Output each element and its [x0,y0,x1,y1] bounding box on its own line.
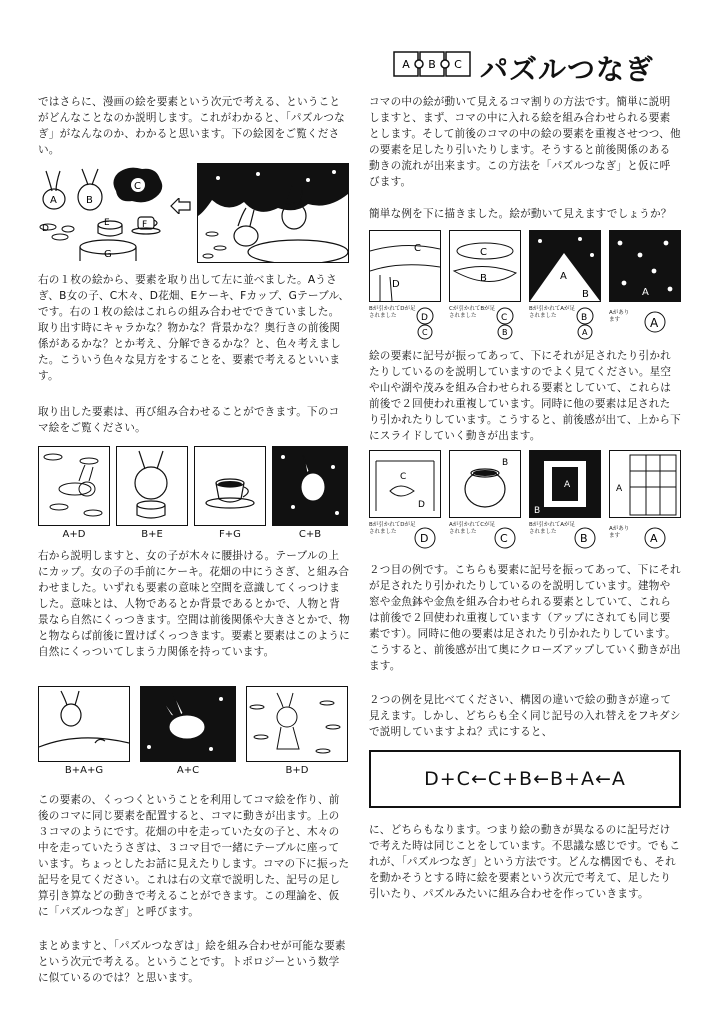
ex1-letter: D [421,313,428,323]
svg-text:D: D [392,279,400,290]
story-caption-1: B+A+G [64,765,104,776]
ex2-panel-1 [369,450,441,518]
logo-letter-b: B [428,58,436,71]
story-caption-3: B+D [285,765,309,776]
left-paragraph-6: まとめますと、「パズルつなぎは」絵を組み合わせが可能な要素という次元で考える。ということです。トポロジーという数学に似ているのでは？と思います。 [38,940,346,984]
story-caption-2: A+C [176,765,200,776]
svg-text:C: C [400,472,407,482]
puzzle-logo-icon [392,46,472,82]
right-paragraph-4: ２つ目の例です。こちらも要素に記号を振ってあって、下にそれが足されたり引かれたりしているのを説明しています。建物や窓や金魚鉢や金魚を組み合わせられる要素としていて、これらは前後で２回使われ重複しています（アップにされても同じ要素です）。同時に他の要素は足されたり引かれたりしています。こうすると、前後感が出て奥にクローズアップしていく動きが出ます。 [369,564,681,672]
ex2-panel-3 [529,450,601,518]
svg-text:A: A [616,484,623,494]
ex1-note-1: Bが引かれてDが足されました [369,306,416,319]
ex1-panel-3 [529,230,601,302]
ex2-note-4: Aがあります [609,526,630,539]
element-label-f: F [142,220,148,230]
example-1-strip [369,230,681,340]
element-label-d: D [42,224,49,234]
left-paragraph-2: 右の１枚の絵から、要素を取り出して左に並べました。Aうさぎ、B女の子、C木々、D花畑、Eケーキ、Fカップ、Gテーブル、です。右の１枚の絵はこれらの組み合わせでできていました。取り出す時にキャラかな？物かな？背景かな？奥行きの前後関係があるかな？とか考え、分解できるかな？と、色々考えました。こういう色々な見方をすることを、要素で考えるといいます。 [38,274,350,382]
ex1-note-4: Aがあります [609,310,630,323]
elements-figure [38,163,188,263]
ex2-letter: C [500,532,508,545]
story-panel-3 [246,686,348,762]
ex1-note-3: Bが引かれてAが足されました [529,306,576,319]
right-paragraph-3: 絵の要素に記号が振ってあって、下にそれが足されたり引かれたりしているのを説明していますのでよく見てください。星空や山や湖や茂みを組み合わせられる要素としていて、これらは前後で２回使われ重複しています。同時に他の要素は足されたり引かれたりしています。こうすると、前後感が出て、上から下にスライドしていく動きが出ます。 [369,350,681,442]
ex2-note-2: Aが引かれてCが足されました [449,522,496,535]
arrow-left-icon [170,198,192,214]
right-paragraph-5: ２つの例を見比べてください、構図の違いで絵の動きが違って見えます。しかし、どちらも全く同じ記号の入れ替えをフキダシで説明していますよね？式にすると、 [369,694,681,738]
left-paragraph-1: ではさらに、漫画の絵を要素という次元で考える、ということがどんなことなのか説明します。これがわかると、「パズルつなぎ」がなんなのか、わかると思います。下の絵図をご覧ください。 [38,96,345,156]
svg-text:B: B [480,273,487,284]
left-paragraph-3: 取り出した要素は、再び組み合わせることができます。下のコマ絵をご覧ください。 [38,406,340,434]
right-paragraph-2: 簡単な例を下に描きました。絵が動いて見えますでしょうか？ [369,208,672,220]
svg-text:B: B [582,289,589,300]
story-panel-1 [38,686,130,762]
ex1-letter: A [650,316,659,330]
ex1-letter: C [422,328,428,337]
formula-box: D+C←C+B←B+A←A [369,750,681,808]
ex2-letter: D [420,532,429,545]
svg-text:A: A [560,271,567,282]
right-paragraph-1: コマの中の絵が動いて見えるコマ割りの方法です。簡単に説明しますと、まず、コマの中に入れる絵を組み合わせられる要素とします。そして前後のコマの中の絵の要素を重複させつつ、他の要素を足したり引いたりします。そうすると前後関係のある動きの流れが出来ます。この方法を「パズルつなぎ」と仮に呼びます。 [369,96,681,188]
ex1-panel-2 [449,230,521,302]
source-panel [197,163,349,263]
ex2-letter: B [580,532,588,545]
element-label-c: C [134,181,141,192]
element-label-a: A [50,195,57,206]
story-panel-2 [140,686,236,762]
ex1-note-2: Cが引かれてBが足されました [449,306,496,319]
ex1-letter: C [501,313,508,323]
left-paragraph-5: この要素の、くっつくということを利用してコマ絵を作り、前後のコマに同じ要素を配置すると、コマに動きが出ます。上の３コマのようにです。花畑の中を走っていた女の子と、木々の中を走っていたうさぎは、３コマ目で一緒にテーブルに座っています。ちょっとしたお話に見えたりします。コマの下に振った記号を見てください。これは右の文章で説明した、記号の足し算引き算などの動きで考えることができます。この理論を、仮に「パズルつなぎ」と呼びます。 [38,794,350,918]
element-label-e: E [104,218,110,228]
svg-text:C: C [480,247,487,258]
ex1-panel-1 [369,230,441,302]
right-paragraph-6: に、どちらもなります。つまり絵の動きが異なるのに記号だけで考えた時は同じことをしています。不思議な感じです。でもこれが、「パズルつなぎ」という方法です。どんな構図でも、それを動かそうとする時に絵を要素という次元で考えて、足したり引いたり、パズルみたいに組み合わせを作っていきます。 [369,824,681,900]
svg-text:B: B [502,458,509,468]
page-title: パズルつなぎ [480,53,655,86]
element-label-g: G [104,249,112,260]
ex2-letter: A [650,532,658,545]
ex2-panel-2 [449,450,521,518]
svg-text:A: A [642,287,649,298]
ex1-letter: B [581,313,588,323]
logo-letter-c: C [454,58,462,71]
combo-caption-4: C+B [298,529,322,540]
example-2-strip [369,450,681,554]
element-label-b: B [86,195,93,206]
combo-panel-2 [116,446,188,526]
ex2-note-3: Bが引かれてAが足されました [529,522,576,535]
svg-text:C: C [414,243,421,254]
combo-caption-1: A+D [62,529,86,540]
combo-panel-3 [194,446,266,526]
logo-letter-a: A [402,58,410,71]
ex1-panel-4 [609,230,681,302]
svg-text:A: A [564,480,571,490]
combo-panel-4 [272,446,348,526]
combo-caption-3: F+G [219,529,241,540]
svg-text:D: D [418,500,425,510]
combo-panel-1 [38,446,110,526]
left-paragraph-4: 右から説明しますと、女の子が木々に腰掛ける。テーブルの上にカップ。女の子の手前にケーキ。花畑の中にうさぎ、と組み合わせました。いずれも要素の意味と空間を意識してくっつけました。意味とは、人物であるとか背景であるとかで、人物と背景なら自然にくっつきます。空間は前後関係や大きさとかで、物と物ならば前後に置けばくっつきます。要素と要素はこのように自然にくっついてしまう力関係を持っています。 [38,550,350,658]
combo-caption-2: B+E [141,529,163,540]
ex2-note-1: Bが引かれてDが足されました [369,522,416,535]
cake-sketch [98,221,122,236]
ex1-letter: B [502,328,508,337]
ex2-panel-4 [609,450,681,518]
ex1-letter: A [582,328,588,337]
svg-text:B: B [534,506,541,516]
